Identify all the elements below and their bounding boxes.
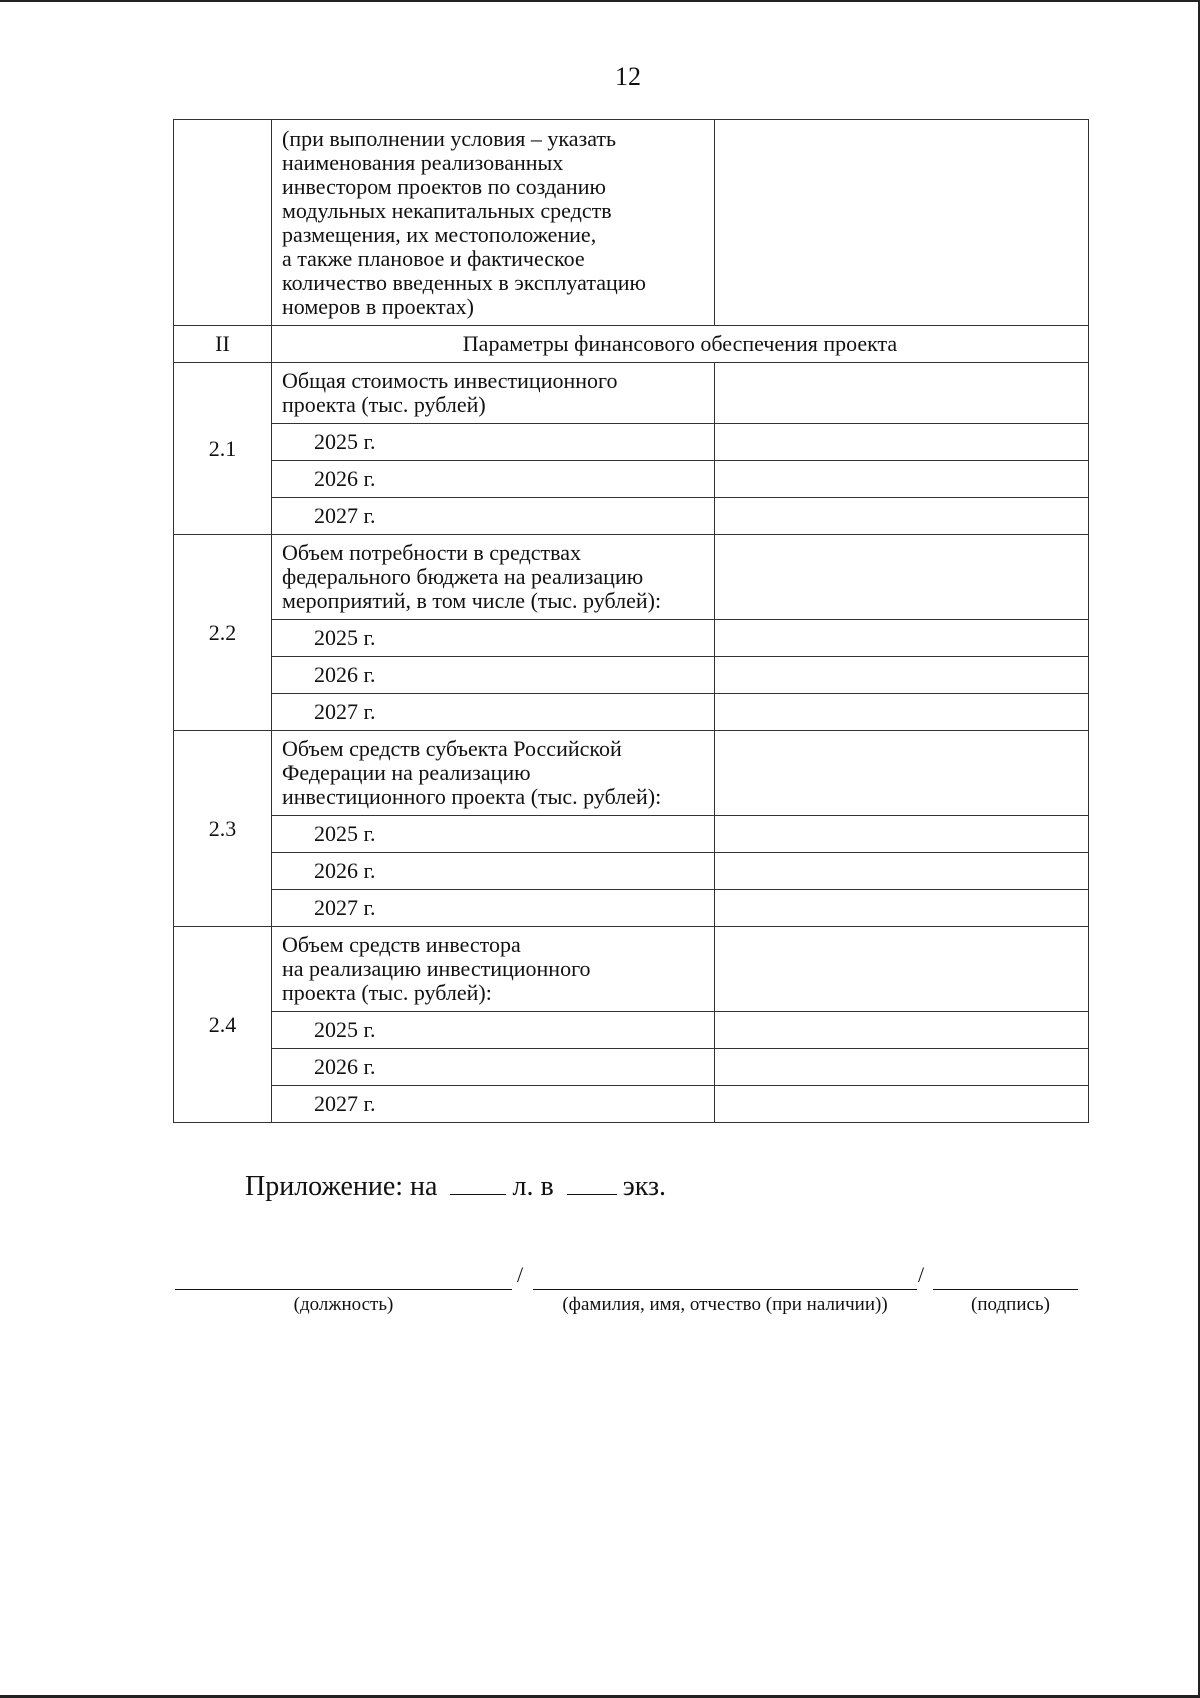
year-row [174, 890, 1089, 927]
year-value-cell[interactable] [715, 694, 1089, 731]
attachment-suffix: экз. [622, 1171, 666, 1202]
page-number: 12 [615, 62, 641, 91]
year-row [174, 1012, 1089, 1049]
year-row [174, 461, 1089, 498]
year-row [174, 1049, 1089, 1086]
intro-line: количество введенных в эксплуатацию [282, 269, 646, 295]
section-number: II [174, 326, 272, 363]
intro-line: а также плановое и фактическое [282, 245, 585, 271]
table-row [174, 120, 1089, 326]
year-value-cell[interactable] [715, 498, 1089, 535]
year-value-cell[interactable] [715, 657, 1089, 694]
year-row [174, 853, 1089, 890]
row-label [272, 535, 715, 620]
row-label-line: Федерации на реализацию [282, 760, 531, 785]
name-caption: (фамилия, имя, отчество (при наличии)) [562, 1294, 888, 1315]
sheets-count-field[interactable] [450, 1190, 506, 1195]
year-row [174, 1086, 1089, 1123]
row-label [272, 731, 715, 816]
row-label-line: Объем средств субъекта Российской [282, 736, 622, 761]
year-value-cell[interactable] [715, 1012, 1089, 1049]
year-label: 2025 г. [272, 424, 715, 461]
row-label-line: проекта (тыс. рублей): [282, 980, 492, 1005]
signature-separator: / [517, 1262, 524, 1287]
year-label: 2027 г. [272, 694, 715, 731]
year-label: 2026 г. [272, 853, 715, 890]
table-row [174, 363, 1089, 424]
row-label-line: инвестиционного проекта (тыс. рублей): [282, 784, 662, 809]
year-label: 2026 г. [272, 461, 715, 498]
year-value-cell[interactable] [715, 424, 1089, 461]
year-row [174, 694, 1089, 731]
table-row [174, 731, 1089, 816]
table-row [174, 535, 1089, 620]
year-row [174, 498, 1089, 535]
intro-line: инвестором проектов по созданию [282, 173, 606, 199]
name-signature-line[interactable] [533, 1289, 917, 1290]
row-number: 2.4 [174, 927, 272, 1123]
attachment-middle: л. в [512, 1171, 554, 1202]
intro-line: модульных некапитальных средств [282, 197, 612, 223]
row-label [272, 363, 715, 424]
table-row [174, 927, 1089, 1012]
year-label: 2026 г. [272, 657, 715, 694]
intro-line: номеров в проектах) [282, 293, 474, 319]
year-row [174, 424, 1089, 461]
value-cell[interactable] [715, 927, 1089, 1012]
position-caption: (должность) [293, 1294, 394, 1315]
attachment-prefix: Приложение: на [245, 1171, 438, 1202]
value-cell[interactable] [715, 535, 1089, 620]
year-value-cell[interactable] [715, 461, 1089, 498]
year-value-cell[interactable] [715, 890, 1089, 927]
row-label-line: проекта (тыс. рублей) [282, 392, 486, 417]
position-signature-line[interactable] [175, 1289, 512, 1290]
row-label-line: на реализацию инвестиционного [282, 956, 591, 981]
year-row [174, 620, 1089, 657]
attachment-line [245, 1170, 666, 1204]
intro-line: (при выполнении условия – указать [282, 125, 617, 151]
year-value-cell[interactable] [715, 853, 1089, 890]
year-label: 2025 г. [272, 816, 715, 853]
copies-count-field[interactable] [567, 1190, 617, 1195]
section-header-row [174, 326, 1089, 363]
row-label-line: мероприятий, в том числе (тыс. рублей): [282, 588, 662, 613]
year-label: 2026 г. [272, 1049, 715, 1086]
year-value-cell[interactable] [715, 620, 1089, 657]
year-value-cell[interactable] [715, 1049, 1089, 1086]
intro-line: наименования реализованных [282, 149, 564, 175]
signature-line[interactable] [933, 1289, 1078, 1290]
page-border-top [0, 0, 1200, 2]
year-row [174, 816, 1089, 853]
row-number-cell [174, 120, 272, 326]
value-cell[interactable] [715, 363, 1089, 424]
row-number: 2.2 [174, 535, 272, 731]
year-label: 2027 г. [272, 498, 715, 535]
project-parameters-table [173, 119, 1089, 1123]
row-number: 2.3 [174, 731, 272, 927]
intro-line: размещения, их местоположение, [282, 221, 597, 247]
row-number: 2.1 [174, 363, 272, 535]
row-label [272, 927, 715, 1012]
row-label-line: Объем потребности в средствах [282, 540, 581, 565]
year-label: 2025 г. [272, 1012, 715, 1049]
signature-caption: (подпись) [971, 1294, 1050, 1315]
year-label: 2027 г. [272, 1086, 715, 1123]
value-cell[interactable] [715, 731, 1089, 816]
row-label-line: Объем средств инвестора [282, 932, 521, 957]
signature-separator: / [918, 1262, 925, 1287]
section-title: Параметры финансового обеспечения проекта [272, 326, 1089, 363]
value-cell[interactable] [715, 120, 1089, 326]
row-label-line: федерального бюджета на реализацию [282, 564, 644, 589]
year-label: 2027 г. [272, 890, 715, 927]
row-label-line: Общая стоимость инвестиционного [282, 368, 618, 393]
year-value-cell[interactable] [715, 816, 1089, 853]
year-value-cell[interactable] [715, 1086, 1089, 1123]
year-row [174, 657, 1089, 694]
intro-text-cell [272, 120, 715, 326]
year-label: 2025 г. [272, 620, 715, 657]
